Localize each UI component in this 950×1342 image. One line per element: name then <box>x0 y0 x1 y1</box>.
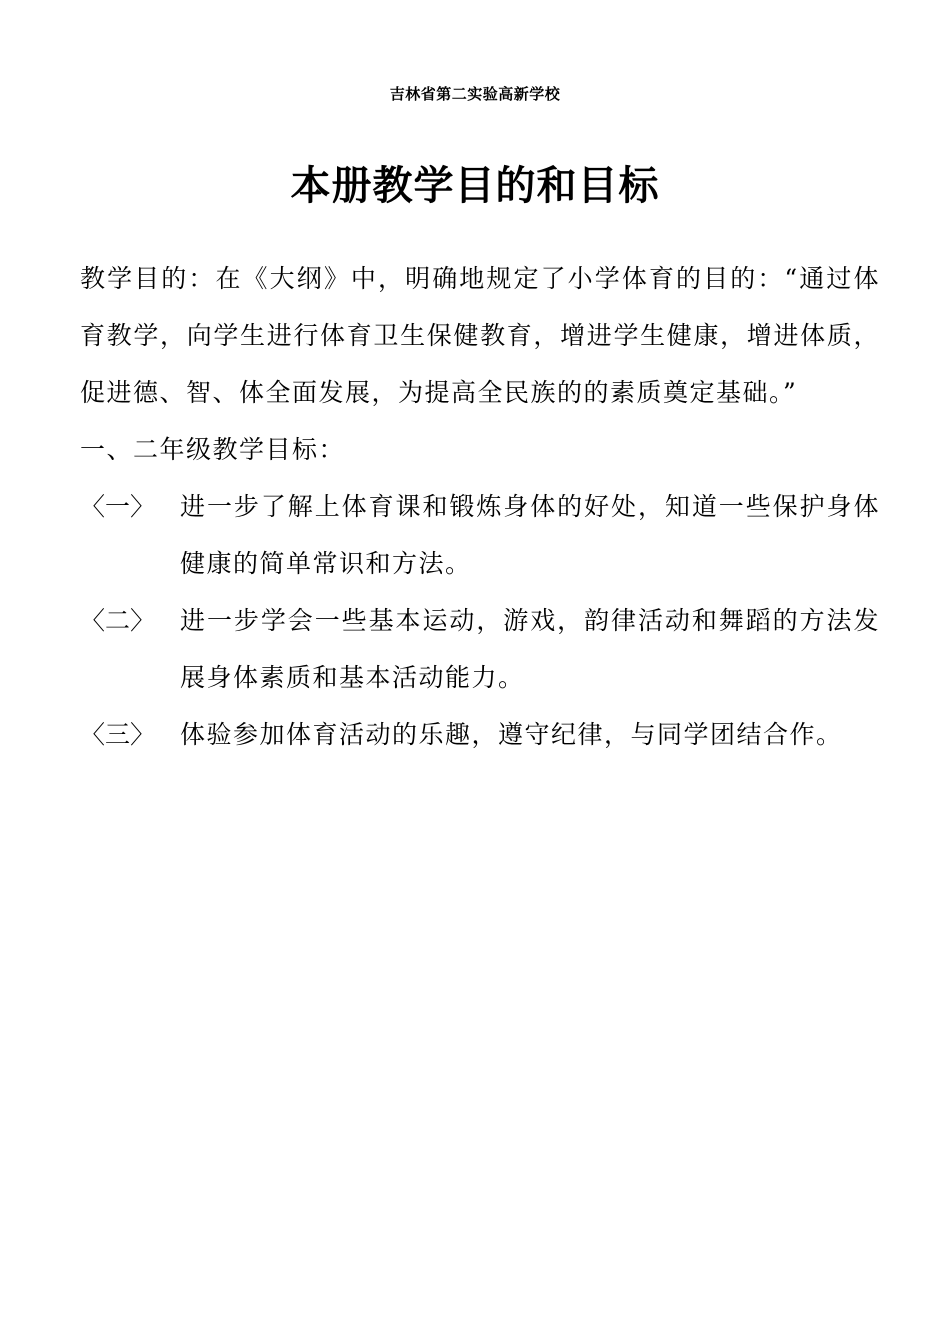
page-title: 本册教学目的和目标 <box>290 163 660 209</box>
goal-number: 〈一〉 <box>80 492 156 521</box>
goal-item-3 <box>80 706 880 763</box>
school-header: 吉林省第二实验高新学校 <box>389 85 561 103</box>
document-body <box>80 250 880 763</box>
goal-number: 〈三〉 <box>80 720 156 749</box>
goal-text: 进一步学会一些基本运动，游戏，韵律活动和舞蹈的方法发展身体素质和基本活动能力。 <box>180 606 880 692</box>
grade-goals-heading: 一、二年级教学目标： <box>80 435 346 464</box>
goal-item-1 <box>80 478 880 592</box>
teaching-purpose-paragraph: 教学目的：在《大纲》中，明确地规定了小学体育的目的：“通过体育教学，向学生进行体育卫生保健教育，增进学生健康，增进体质，促进德、智、体全面发展，为提高全民族的的素质奠定基础。” <box>80 264 880 407</box>
goal-text: 进一步了解上体育课和锻炼身体的好处，知道一些保护身体健康的简单常识和方法。 <box>180 492 880 578</box>
goal-text: 体验参加体育活动的乐趣，遵守纪律，与同学团结合作。 <box>180 720 843 749</box>
goal-item-2 <box>80 592 880 706</box>
goal-number: 〈二〉 <box>80 606 156 635</box>
